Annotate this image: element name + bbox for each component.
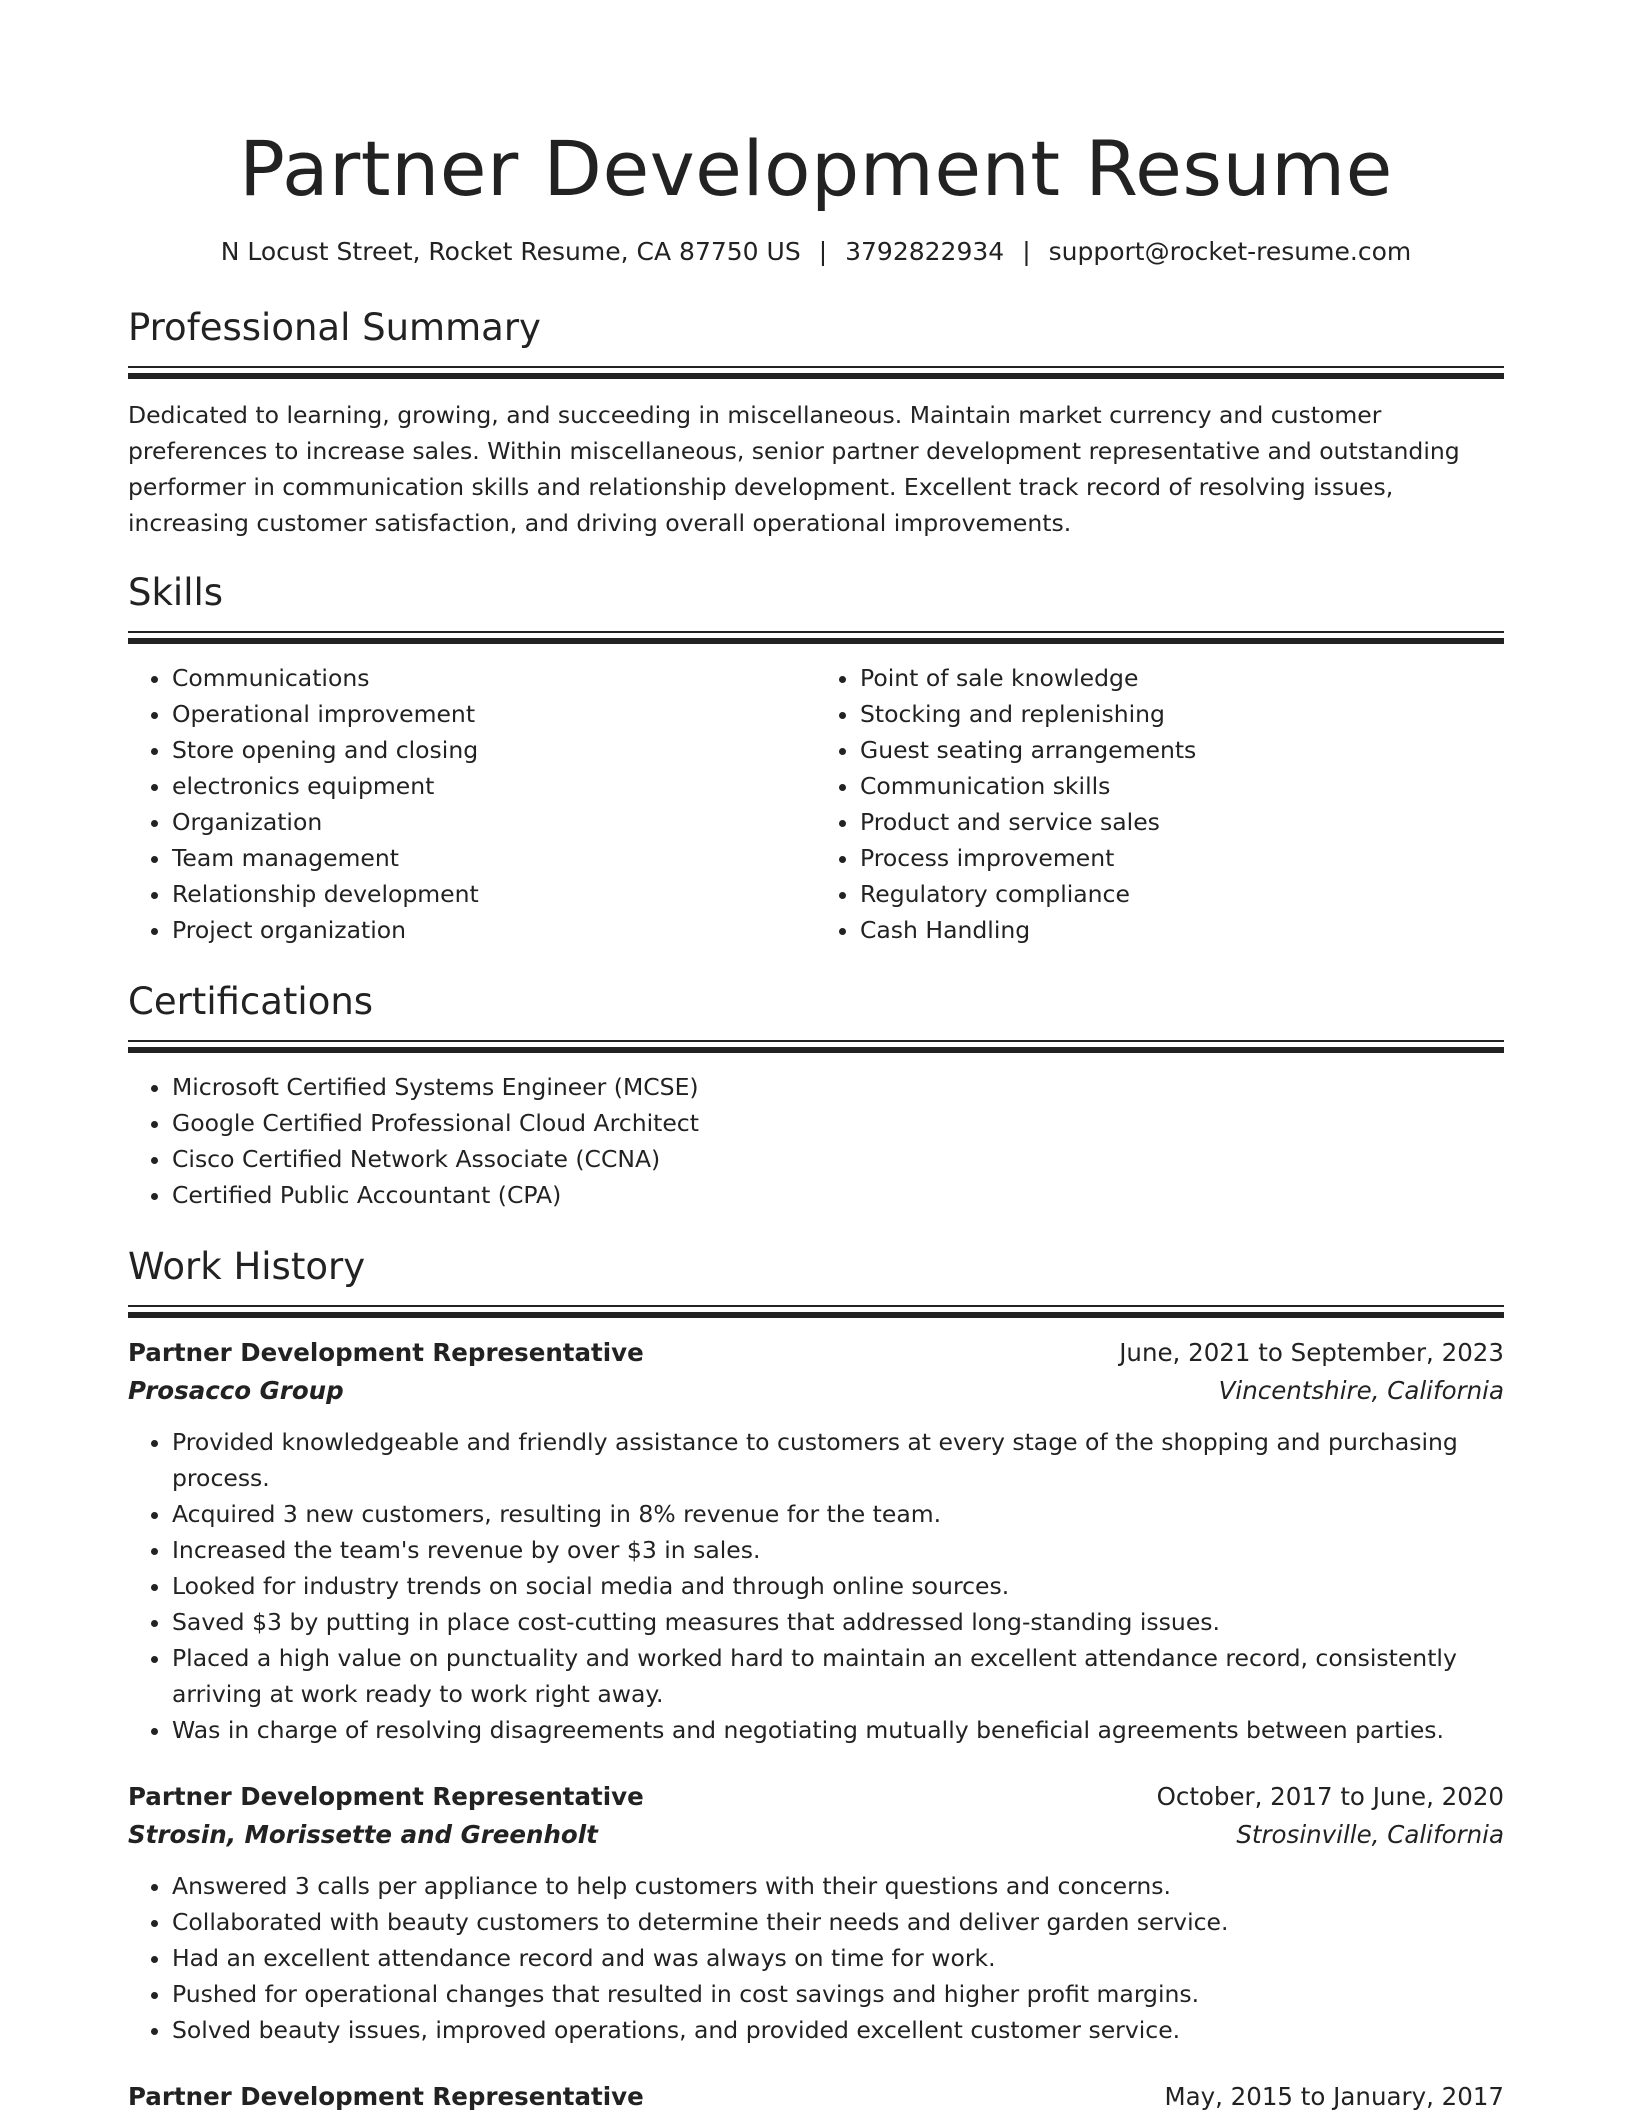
job-dates: May, 2015 to January, 2017: [1164, 2082, 1504, 2111]
skill-item: • Cash Handling: [860, 912, 1504, 948]
skill-item: • Communications: [172, 660, 816, 696]
section-divider: [128, 1305, 1504, 1318]
job-bullets: [128, 1868, 1504, 2048]
skill-item: • Process improvement: [860, 840, 1504, 876]
job-bullet: • Answered 3 calls per appliance to help customers with their questions and concerns.: [172, 1868, 1504, 1904]
summary-text: Dedicated to learning, growing, and succeeding in miscellaneous. Maintain market currency and customer preferences to increase sales. Within miscellaneous, senior partner development representative and outstanding performer in communication skills and relationship development. Excellent track record of resolving issues, increasing customer satisfaction, and driving overall operational improvements.: [128, 401, 1460, 537]
resume-page: [128, 0, 1504, 2112]
job-entry: [128, 2078, 1504, 2116]
skill-item: • electronics equipment: [172, 768, 816, 804]
skill-item: • Guest seating arrangements: [860, 732, 1504, 768]
job-header-row: [128, 2078, 1504, 2116]
job-company-row: [128, 1816, 1504, 1854]
skill-item: • Regulatory compliance: [860, 876, 1504, 912]
skill-item: • Operational improvement: [172, 696, 816, 732]
section-divider: [128, 366, 1504, 379]
skill-item: • Store opening and closing: [172, 732, 816, 768]
contact-separator: |: [818, 237, 828, 266]
job-bullet: • Saved $3 by putting in place cost-cutting measures that addressed long-standing issues.: [172, 1604, 1504, 1640]
job-bullet: • Placed a high value on punctuality and worked hard to maintain an excellent attendance record, consistently arriving at work ready to work right away.: [172, 1640, 1504, 1712]
resume-name: Partner Development Resume: [239, 124, 1393, 213]
section-title-skills: Skills: [128, 571, 224, 614]
section-title-certifications: Certifications: [128, 980, 374, 1023]
contact-line: [128, 234, 1504, 270]
job-bullet: • Acquired 3 new customers, resulting in 8% revenue for the team.: [172, 1496, 1504, 1532]
job-bullet: • Provided knowledgeable and friendly assistance to customers at every stage of the shopping and purchasing process.: [172, 1424, 1504, 1496]
job-header-row: [128, 1778, 1504, 1816]
contact-email: support@rocket-resume.com: [1048, 237, 1412, 266]
section-divider: [128, 1040, 1504, 1053]
skills-list-right: [816, 660, 1504, 948]
section-title-work-history: Work History: [128, 1245, 366, 1288]
job-header-row: [128, 1334, 1504, 1372]
job-entry: [128, 1778, 1504, 2048]
job-bullet: • Increased the team's revenue by over $3 in sales.: [172, 1532, 1504, 1568]
section-divider: [128, 631, 1504, 644]
certifications-list: [128, 1069, 1504, 1213]
contact-separator: |: [1022, 237, 1031, 266]
job-bullet: • Collaborated with beauty customers to determine their needs and deliver garden service.: [172, 1904, 1504, 1940]
certification-item: • Cisco Certified Network Associate (CCNA): [172, 1141, 1504, 1177]
job-location: Strosinville, California: [1236, 1820, 1504, 1849]
skill-item: • Product and service sales: [860, 804, 1504, 840]
skill-item: • Organization: [172, 804, 816, 840]
job-bullet: • Solved beauty issues, improved operations, and provided excellent customer service.: [172, 2012, 1504, 2048]
job-company: Strosin, Morissette and Greenholt: [128, 1820, 598, 1849]
job-title: Partner Development Representative: [128, 2082, 644, 2111]
skill-item: • Project organization: [172, 912, 816, 948]
contact-phone: 3792822934: [845, 237, 1005, 266]
job-company: Prosacco Group: [128, 1376, 344, 1405]
professional-summary-section: [128, 304, 1504, 541]
job-bullet: • Had an excellent attendance record and was always on time for work.: [172, 1940, 1504, 1976]
section-title-professional-summary: Professional Summary: [128, 306, 541, 349]
work-history-section: [128, 1243, 1504, 2116]
job-bullet: • Looked for industry trends on social media and through online sources.: [172, 1568, 1504, 1604]
certifications-section: [128, 978, 1504, 1213]
job-dates: June, 2021 to September, 2023: [1119, 1338, 1504, 1367]
job-bullets: [128, 1424, 1504, 1748]
job-entry: [128, 1334, 1504, 1748]
job-dates: October, 2017 to June, 2020: [1156, 1782, 1504, 1811]
job-bullet: • Was in charge of resolving disagreements and negotiating mutually beneficial agreements between parties.: [172, 1712, 1504, 1748]
contact-address: N Locust Street, Rocket Resume, CA 87750 US: [220, 237, 801, 266]
skills-list-left: [128, 660, 816, 948]
job-location: Vincentshire, California: [1218, 1376, 1504, 1405]
certification-item: • Microsoft Certified Systems Engineer (MCSE): [172, 1069, 1504, 1105]
job-title: Partner Development Representative: [128, 1338, 644, 1367]
certification-item: • Certified Public Accountant (CPA): [172, 1177, 1504, 1213]
job-title: Partner Development Representative: [128, 1782, 644, 1811]
skill-item: • Team management: [172, 840, 816, 876]
job-company-row: [128, 1372, 1504, 1410]
skill-item: • Communication skills: [860, 768, 1504, 804]
skills-section: [128, 569, 1504, 948]
job-bullet: • Pushed for operational changes that resulted in cost savings and higher profit margins.: [172, 1976, 1504, 2012]
skill-item: • Stocking and replenishing: [860, 696, 1504, 732]
skills-grid: [128, 660, 1504, 948]
certification-item: • Google Certified Professional Cloud Architect: [172, 1105, 1504, 1141]
skill-item: • Relationship development: [172, 876, 816, 912]
skill-item: • Point of sale knowledge: [860, 660, 1504, 696]
